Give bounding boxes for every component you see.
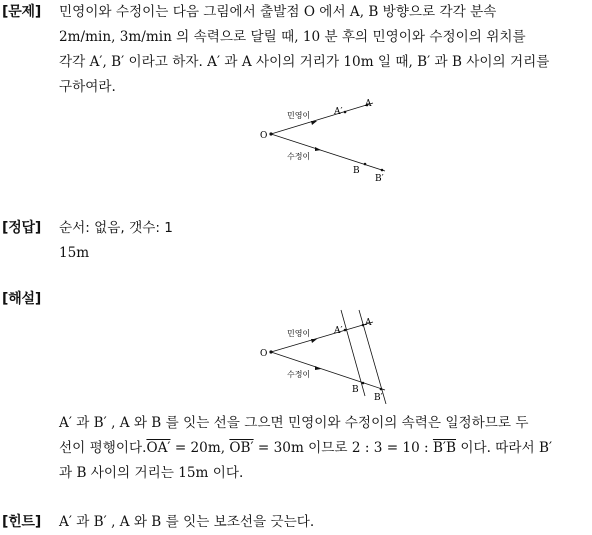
problem-line-3: 각각 A′, B′ 이라고 하자. A′ 과 A 사이의 거리가 10m 일 때, B′ 과 B 사이의 거리를	[59, 54, 550, 70]
label-lower-name: 수정이	[287, 152, 311, 161]
label-a-prime: A′	[334, 326, 343, 336]
segment-b-prime-b: B′B	[432, 440, 457, 456]
label-o: O	[260, 349, 268, 359]
label-a-prime: A′	[334, 107, 343, 117]
hint-text: A′ 과 B′ , A 와 B 를 잇는 보조선을 긋는다.	[59, 514, 315, 530]
label-lower-name-visible: 수정이	[287, 370, 311, 379]
label-upper-name: 민영이	[287, 329, 311, 338]
point-o	[269, 132, 272, 135]
hint-tag: [힌트]	[2, 514, 42, 530]
label-a: A	[365, 99, 372, 109]
problem-line-2: 2m/min, 3m/min 의 속력으로 달릴 때, 10 분 후의 민영이와 수정이의 위치를	[59, 29, 526, 45]
arrow-upper	[311, 121, 317, 125]
point-b-prime	[380, 388, 383, 391]
label-upper-name: 민영이	[287, 111, 311, 120]
explanation-content	[59, 411, 590, 486]
answer-line-2: 15m	[59, 245, 90, 261]
label-a: A	[365, 318, 372, 328]
label-o: O	[260, 131, 268, 141]
problem-text	[59, 0, 590, 100]
explanation-line-2-end: 이다. 따라서 B′	[456, 440, 553, 456]
problem-line-1: 민영이와 수정이는 다음 그림에서 출발점 O 에서 A, B 방향으로 각각 분속	[59, 4, 497, 20]
explanation-line-1: A′ 과 B′ , A 와 B 를 잇는 선을 그으면 민영이와 수정이의 속력은 일정하므로 두	[59, 415, 529, 431]
point-a	[362, 324, 365, 327]
point-b-prime	[381, 169, 384, 172]
arrow-lower	[315, 147, 321, 151]
label-b: B	[353, 166, 360, 176]
explanation-line-2-pre: 선이 평행이다.	[59, 440, 147, 456]
answer-line-1: 순서: 없음, 갯수: 1	[59, 220, 173, 236]
point-a-prime	[344, 111, 347, 114]
point-o	[269, 350, 272, 353]
answer-tag: [정답]	[2, 220, 42, 236]
problem-tag: [문제]	[2, 4, 42, 20]
explanation-line-2-post: = 30m 이므로 2 : 3 = 10 :	[253, 440, 433, 456]
point-b	[362, 382, 365, 385]
point-b	[364, 163, 367, 166]
segment-ob-prime: OB′	[229, 440, 254, 456]
explanation-tag: [해설]	[2, 291, 42, 307]
arrow-upper	[311, 339, 317, 343]
explanation-figure	[255, 308, 395, 404]
answer-content	[59, 216, 590, 266]
explanation-line-2-mid: = 20m,	[170, 440, 230, 456]
problem-figure	[255, 95, 395, 187]
explanation-line-2	[59, 436, 590, 461]
explanation-line-3: 과 B 사이의 거리는 15m 이다.	[59, 465, 244, 481]
label-b-prime: B′	[374, 393, 383, 403]
problem-line-4: 구하여라.	[59, 79, 116, 95]
label-b: B	[352, 385, 359, 395]
parallel-line-a-prime-b	[341, 310, 365, 396]
segment-oa-prime: OA′	[146, 440, 171, 456]
label-b-prime: B′	[375, 174, 384, 184]
point-a-prime	[344, 329, 347, 332]
hint-content	[59, 510, 590, 535]
